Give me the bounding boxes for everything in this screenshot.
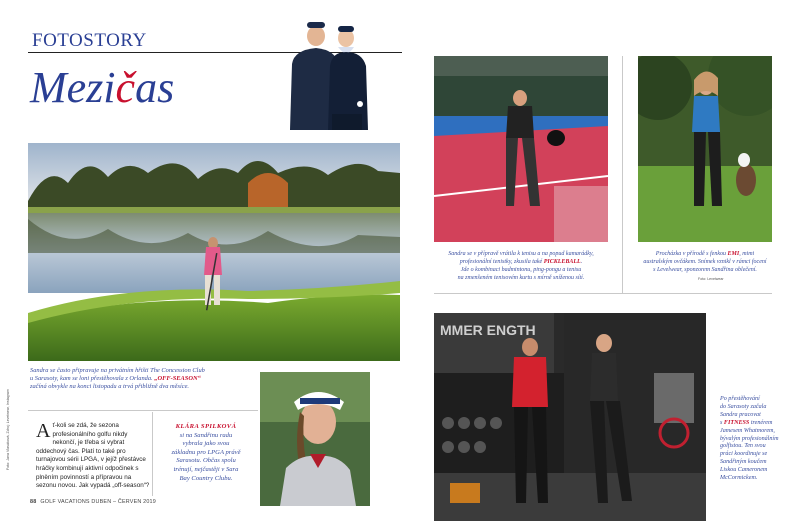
pickleball-caption: Sandra se v přípravě vrátila k tenisu a na popud kamarádky, profesionální tenistky, zkusila také PICKLEBALL. Jde o kombinaci badmintonu, ping-pongu a tenisu na zmenšeném tenisovém kurtu s mírně sníženou sítí.: [448, 251, 594, 281]
lake-caption: Sandra se často připravuje na privátním hřišti The Concession Club u Sarasoty, kam se loni přestěhovala z Orlanda. „OFF-SEASON“ začíná obvykle na konci listopadu a trvá přibližně dva měsíce.: [30, 367, 205, 390]
dog-photo-credit: Foto: Levelwear: [698, 277, 724, 281]
section-title: FOTOSTORY: [32, 30, 147, 51]
intro-text: Ať-koli se zdá, že sezona profesionálního golfu nikdy nekončí, je třeba si vybrat oddechový čas. Platí to také pro turnajovou sérii LPGA, v jejíž přestávce hráčky kombinují aktivní odpočinek s plněním povinností a přípravou na sezonu novou. Jak vypadá „off-season“?: [36, 420, 150, 490]
page-footer: 88 GOLF VACATIONS DUBEN – ČERVEN 2019: [30, 499, 156, 505]
gym-photo: [434, 313, 706, 521]
klara-caption: KLÁRA SPILKOVÁ si na Sandřinu radu vybrala jako svou základnu pro LPGA právě Sarasotu. Občas spolu trénují, nejčastěji v Sara Bay Country Clubu.: [171, 423, 241, 482]
divider: [28, 410, 258, 411]
portrait-photo: [280, 14, 380, 130]
divider: [152, 412, 153, 496]
klara-photo: [260, 372, 370, 506]
divider: [434, 293, 772, 294]
page-title: Mezičas: [30, 63, 175, 112]
photo-credit-vertical: Foto: Jana Vlasáková, Zdroj: Levelwear, Instagram: [6, 389, 10, 470]
divider: [622, 56, 623, 294]
dog-caption: Procházka v přírodě s fenkou EMI, mimi australským ovčákem. Snímek vznikl v rámci focení s Levelwear, sponzorem Sandřina oblečení.: [643, 251, 767, 273]
pickleball-photo: [434, 56, 608, 242]
lake-golf-photo: [28, 143, 400, 361]
gym-sign: MMER ENGTH: [440, 322, 536, 338]
dog-walk-photo: [638, 56, 772, 242]
fitness-caption: Po přestěhování do Sarasoty začala Sandra pracovat s FITNESS trenérem Jamesem Whatmorem, bývalým profesionálním golfistou. Ten svou práci koordinuje se Sandřiným koučem Liskou Cameronem McCormickem.: [720, 396, 779, 482]
